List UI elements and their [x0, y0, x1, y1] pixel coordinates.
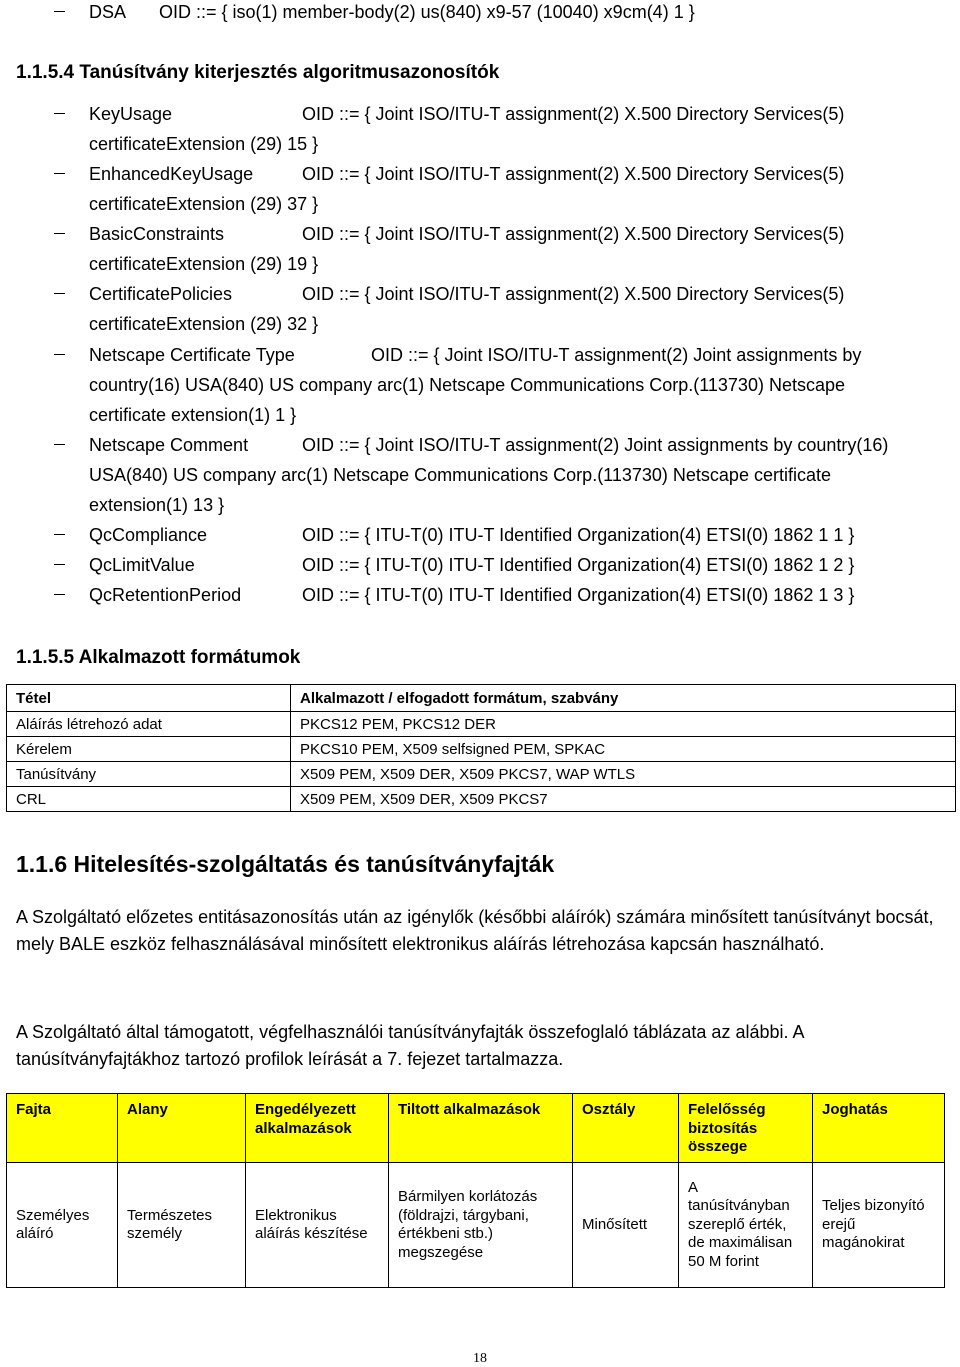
oid-continuation: certificate extension(1) 1 }	[89, 405, 297, 425]
oid-name: Netscape Certificate Type	[89, 345, 295, 365]
dash-bullet	[54, 293, 65, 294]
oid-line-qccompliance	[0, 520, 960, 550]
oid-line-certificatepolicies	[0, 279, 960, 309]
oid-continuation: USA(840) US company arc(1) Netscape Communications Corp.(113730) Netscape certificate	[89, 465, 831, 485]
oid-name: Netscape Comment	[89, 435, 249, 455]
cell-item: CRL	[7, 787, 291, 812]
cell-format: PKCS10 PEM, X509 selfsigned PEM, SPKAC	[291, 737, 956, 762]
oid-definition: OID ::= { Joint ISO/ITU-T assignment(2) Joint assignments by	[371, 345, 862, 365]
oid-line-dsa	[0, 0, 960, 27]
section-title-1155: 1.1.5.5 Alkalmazott formátumok	[16, 647, 301, 668]
header-cell-format: Alkalmazott / elfogadott formátum, szabvány	[291, 685, 956, 712]
table-row	[7, 787, 956, 812]
cell-prohibited: Bármilyen korlátozás (földrajzi, tárgybani, értékbeni stb.) megszegése	[389, 1163, 573, 1288]
oid-name: DSA	[89, 2, 127, 22]
dash-bullet	[54, 564, 65, 565]
header-cell-legal-effect: Joghatás	[813, 1094, 945, 1163]
header-cell-item: Tétel	[7, 685, 291, 712]
oid-definition: OID ::= { Joint ISO/ITU-T assignment(2) X.500 Directory Services(5)	[302, 224, 845, 244]
oid-name: QcRetentionPeriod	[89, 585, 242, 605]
dash-bullet	[54, 444, 65, 445]
oid-name: QcLimitValue	[89, 555, 195, 575]
oid-definition: OID ::= { Joint ISO/ITU-T assignment(2) X.500 Directory Services(5)	[302, 104, 845, 124]
oid-line-basicconstraints	[0, 219, 960, 249]
oid-continuation: country(16) USA(840) US company arc(1) Netscape Communications Corp.(113730) Netscape	[89, 375, 845, 395]
cell-format: PKCS12 PEM, PKCS12 DER	[291, 712, 956, 737]
table-row	[7, 762, 956, 787]
section-title-116: 1.1.6 Hitelesítés-szolgáltatás és tanúsítványfajták	[16, 851, 555, 877]
cell-item: Kérelem	[7, 737, 291, 762]
cell-permitted: Elektronikus aláírás készítése	[246, 1163, 389, 1288]
cell-subject: Természetes személy	[118, 1163, 246, 1288]
table-header-row	[7, 1094, 945, 1163]
dash-bullet	[54, 594, 65, 595]
cell-class: Minősített	[573, 1163, 679, 1288]
table-row	[7, 737, 956, 762]
header-cell-type: Fajta	[7, 1094, 118, 1163]
dash-bullet	[54, 354, 65, 355]
header-cell-class: Osztály	[573, 1094, 679, 1163]
page-number: 18	[473, 1351, 487, 1366]
paragraph-2: A Szolgáltató által támogatott, végfelhasználói tanúsítványfajták összefoglaló táblázata az alábbi. A tanúsítványfajtákhoz tartozó profilok leírását a 7. fejezet tartalmazza.	[16, 1022, 804, 1069]
dash-bullet	[54, 173, 65, 174]
dash-bullet	[54, 113, 65, 114]
oid-definition: OID ::= { Joint ISO/ITU-T assignment(2) X.500 Directory Services(5)	[302, 284, 845, 304]
table-row	[7, 1163, 945, 1288]
cell-type: Személyes aláíró	[7, 1163, 118, 1288]
oid-name: CertificatePolicies	[89, 284, 233, 304]
section-title-1154: 1.1.5.4 Tanúsítvány kiterjesztés algoritmusazonosítók	[16, 62, 500, 83]
cell-legal-effect: Teljes bizonyító erejű magánokirat	[813, 1163, 945, 1288]
oid-line-keyusage	[0, 99, 960, 129]
paragraph-1: A Szolgáltató előzetes entitásazonosítás után az igénylők (későbbi aláírók) számára minősített tanúsítványt bocsát, mely BALE eszköz felhasználásával minősített elektronikus aláírás létrehozása kapcsán használható.	[16, 907, 934, 954]
dash-bullet	[54, 11, 65, 12]
oid-name: EnhancedKeyUsage	[89, 164, 254, 184]
oid-continuation: certificateExtension (29) 15 }	[89, 134, 319, 154]
header-cell-permitted: Engedélyezett alkalmazások	[246, 1094, 389, 1163]
oid-definition: OID ::= { ITU-T(0) ITU-T Identified Organization(4) ETSI(0) 1862 1 1 }	[302, 525, 855, 545]
dash-bullet	[54, 534, 65, 535]
oid-definition: OID ::= { ITU-T(0) ITU-T Identified Organization(4) ETSI(0) 1862 1 3 }	[302, 585, 855, 605]
table-header-row	[7, 685, 956, 712]
header-cell-liability: Felelősség biztosítás összege	[679, 1094, 813, 1163]
oid-line-enhancedkeyusage	[0, 159, 960, 189]
certificate-types-table	[6, 1093, 945, 1288]
oid-continuation: certificateExtension (29) 19 }	[89, 254, 319, 274]
cell-format: X509 PEM, X509 DER, X509 PKCS7	[291, 787, 956, 812]
cell-liability: A tanúsítványban szereplő érték, de maximálisan 50 M forint	[679, 1163, 813, 1288]
oid-name: KeyUsage	[89, 104, 173, 124]
cell-item: Aláírás létrehozó adat	[7, 712, 291, 737]
formats-table	[6, 684, 956, 812]
oid-name: QcCompliance	[89, 525, 208, 545]
oid-definition: OID ::= { Joint ISO/ITU-T assignment(2) Joint assignments by country(16)	[302, 435, 889, 455]
oid-continuation: extension(1) 13 }	[89, 495, 225, 515]
oid-continuation: certificateExtension (29) 32 }	[89, 314, 319, 334]
header-cell-subject: Alany	[118, 1094, 246, 1163]
table-row	[7, 712, 956, 737]
oid-definition: OID ::= { iso(1) member-body(2) us(840) x9-57 (10040) x9cm(4) 1 }	[159, 2, 695, 22]
oid-definition: OID ::= { ITU-T(0) ITU-T Identified Organization(4) ETSI(0) 1862 1 2 }	[302, 555, 855, 575]
dash-bullet	[54, 233, 65, 234]
cell-item: Tanúsítvány	[7, 762, 291, 787]
oid-line-qclimitvalue	[0, 550, 960, 580]
header-cell-prohibited: Tiltott alkalmazások	[389, 1094, 573, 1163]
oid-continuation: certificateExtension (29) 37 }	[89, 194, 319, 214]
oid-line-netscape-cert-type	[0, 340, 960, 370]
oid-line-qcretentionperiod	[0, 580, 960, 610]
cell-format: X509 PEM, X509 DER, X509 PKCS7, WAP WTLS	[291, 762, 956, 787]
oid-name: BasicConstraints	[89, 224, 225, 244]
oid-definition: OID ::= { Joint ISO/ITU-T assignment(2) X.500 Directory Services(5)	[302, 164, 845, 184]
oid-line-netscape-comment	[0, 430, 960, 460]
